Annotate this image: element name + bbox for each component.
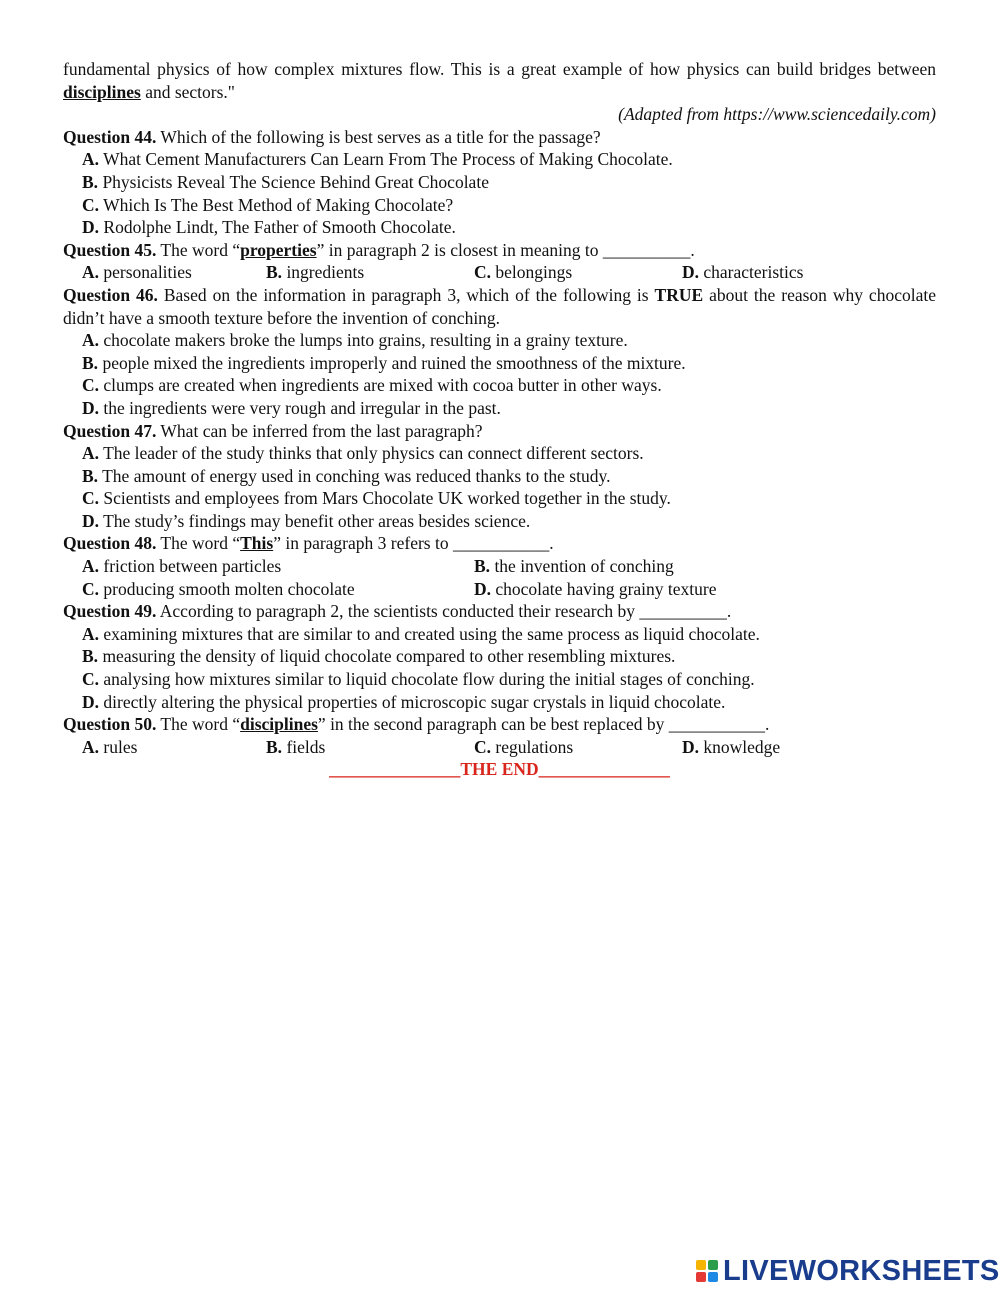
option-text: measuring the density of liquid chocolate compared to other resembling mixtures. — [98, 646, 676, 667]
option-letter: C. — [474, 736, 492, 757]
option-text: friction between particles — [99, 556, 282, 577]
option-letter: D. — [82, 510, 100, 531]
option-49-a[interactable] — [82, 623, 936, 646]
option-letter: B. — [82, 646, 99, 667]
question-text: Which of the following is best serves as a title for the passage? — [156, 126, 601, 147]
logo-square-4 — [708, 1272, 718, 1282]
option-49-d[interactable] — [82, 691, 936, 714]
option-letter: A. — [82, 736, 100, 757]
question-text-after: ” in paragraph 3 refers to ___________. — [273, 533, 554, 554]
option-text: examining mixtures that are similar to and created using the same process as liquid chocolate. — [99, 623, 760, 644]
question-label: Question 46. — [63, 284, 158, 305]
option-letter: C. — [82, 488, 100, 509]
option-text: The study’s findings may benefit other areas besides science. — [99, 510, 531, 531]
option-44-a[interactable] — [82, 148, 936, 171]
option-letter: A. — [82, 262, 100, 283]
question-text-after: about the reason why chocolate didn’t have a smooth texture before the invention of conching. — [63, 284, 936, 328]
option-letter: C. — [82, 194, 100, 215]
question-47 — [63, 420, 936, 443]
logo-square-3 — [696, 1272, 706, 1282]
option-text: Which Is The Best Method of Making Chocolate? — [99, 194, 454, 215]
option-letter: A. — [82, 556, 100, 577]
option-letter: B. — [266, 736, 283, 757]
passage-keyword: disciplines — [63, 81, 141, 102]
option-text: belongings — [491, 262, 573, 283]
worksheet-page — [63, 58, 936, 781]
question-keyword: disciplines — [240, 714, 318, 735]
option-text: Physicists Reveal The Science Behind Great Chocolate — [98, 171, 489, 192]
option-text: people mixed the ingredients improperly and ruined the smoothness of the mixture. — [98, 352, 686, 373]
option-letter: D. — [82, 691, 100, 712]
options-48 — [82, 555, 936, 600]
option-48-b[interactable] — [474, 555, 874, 578]
question-text-after: ” in the second paragraph can be best replaced by ___________. — [317, 714, 770, 735]
option-letter: D. — [474, 578, 492, 599]
logo-square-2 — [708, 1260, 718, 1270]
options-50 — [82, 736, 936, 759]
option-letter: A. — [82, 623, 100, 644]
option-text: Scientists and employees from Mars Chocolate UK worked together in the study. — [99, 488, 671, 509]
option-text: Rodolphe Lindt, The Father of Smooth Chocolate. — [99, 217, 456, 238]
question-44 — [63, 126, 936, 149]
option-text: personalities — [99, 262, 192, 283]
option-47-b[interactable] — [82, 465, 936, 488]
option-letter: B. — [266, 262, 283, 283]
option-letter: A. — [82, 443, 100, 464]
question-49 — [63, 600, 936, 623]
option-letter: B. — [474, 556, 491, 577]
option-text: directly altering the physical properties of microscopic sugar crystals in liquid chocolate. — [99, 691, 726, 712]
question-label: Question 45. — [63, 239, 157, 260]
option-letter: C. — [82, 578, 100, 599]
option-47-a[interactable] — [82, 442, 936, 465]
option-50-d[interactable] — [682, 736, 882, 759]
option-letter: D. — [82, 397, 100, 418]
option-48-c[interactable] — [82, 578, 474, 601]
option-text: regulations — [491, 736, 574, 757]
option-text: knowledge — [699, 736, 781, 757]
option-letter: B. — [82, 171, 99, 192]
logo-squares-icon — [696, 1260, 718, 1282]
passage-text: fundamental physics of how complex mixtures flow. This is a great example of how physics can build bridges between — [63, 59, 936, 79]
question-label: Question 49. — [63, 601, 157, 622]
question-text-after: ” in paragraph 2 is closest in meaning to __________. — [316, 239, 695, 260]
question-text: The word “ — [156, 239, 241, 260]
option-45-d[interactable] — [682, 261, 882, 284]
option-letter: B. — [82, 352, 99, 373]
question-label: Question 48. — [63, 533, 157, 554]
question-keyword: properties — [240, 239, 317, 260]
logo-text: LIVEWORKSHEETS — [723, 1254, 1000, 1287]
option-44-b[interactable] — [82, 171, 936, 194]
logo-square-1 — [696, 1260, 706, 1270]
option-text: analysing how mixtures similar to liquid chocolate flow during the initial stages of conching. — [99, 669, 755, 690]
option-48-d[interactable] — [474, 578, 874, 601]
question-label: Question 47. — [63, 420, 157, 441]
question-keyword: TRUE — [654, 284, 704, 305]
options-45 — [82, 261, 936, 284]
option-text: characteristics — [699, 262, 804, 283]
option-48-a[interactable] — [82, 555, 474, 578]
question-text: The word “ — [156, 714, 241, 735]
option-text: chocolate having grainy texture — [491, 578, 717, 599]
question-label: Question 50. — [63, 714, 157, 735]
source-citation: (Adapted from https://www.sciencedaily.com) — [618, 104, 936, 125]
option-letter: C. — [474, 262, 492, 283]
option-text: chocolate makers broke the lumps into grains, resulting in a grainy texture. — [99, 330, 628, 351]
option-47-d[interactable] — [82, 510, 936, 533]
option-text: the invention of conching — [490, 556, 674, 577]
question-label: Question 44. — [63, 126, 157, 147]
option-49-c[interactable] — [82, 668, 936, 691]
option-letter: A. — [82, 330, 100, 351]
option-44-d[interactable] — [82, 216, 936, 239]
option-46-c[interactable] — [82, 374, 936, 397]
option-text: clumps are created when ingredients are mixed with cocoa butter in other ways. — [99, 375, 662, 396]
option-text: rules — [99, 736, 138, 757]
option-50-a[interactable] — [82, 736, 266, 759]
option-50-b[interactable] — [266, 736, 474, 759]
option-letter: D. — [82, 217, 100, 238]
question-46 — [63, 284, 936, 329]
option-letter: C. — [82, 669, 100, 690]
option-text: the ingredients were very rough and irregular in the past. — [99, 397, 501, 418]
option-text: The amount of energy used in conching was reduced thanks to the study. — [98, 465, 611, 486]
option-letter: D. — [682, 736, 700, 757]
option-46-b[interactable] — [82, 352, 936, 375]
the-end-line: _______________THE END_______________ — [329, 759, 670, 780]
option-45-a[interactable] — [82, 261, 266, 284]
option-47-c[interactable] — [82, 487, 936, 510]
option-46-a[interactable] — [82, 329, 936, 352]
question-keyword: This — [240, 533, 274, 554]
question-50 — [63, 713, 936, 736]
question-48 — [63, 532, 936, 555]
option-text: producing smooth molten chocolate — [99, 578, 355, 599]
passage-end — [63, 58, 936, 103]
question-45 — [63, 239, 936, 262]
option-text: ingredients — [282, 262, 365, 283]
question-text: What can be inferred from the last paragraph? — [156, 420, 483, 441]
option-46-d[interactable] — [82, 397, 936, 420]
option-letter: C. — [82, 375, 100, 396]
option-text: What Cement Manufacturers Can Learn From The Process of Making Chocolate. — [99, 149, 673, 170]
option-text: The leader of the study thinks that only physics can connect different sectors. — [99, 443, 644, 464]
passage-text-end: and sectors." — [140, 81, 235, 102]
option-49-b[interactable] — [82, 645, 936, 668]
option-letter: A. — [82, 149, 100, 170]
question-text: Based on the information in paragraph 3, which of the following is — [157, 284, 655, 305]
question-text: According to paragraph 2, the scientists conducted their research by __________. — [156, 601, 732, 622]
option-45-c[interactable] — [474, 261, 682, 284]
question-text: The word “ — [156, 533, 241, 554]
option-45-b[interactable] — [266, 261, 474, 284]
option-text: fields — [282, 736, 326, 757]
option-letter: B. — [82, 465, 99, 486]
option-letter: D. — [682, 262, 700, 283]
option-44-c[interactable] — [82, 194, 936, 217]
liveworksheets-logo — [696, 1253, 1000, 1289]
option-50-c[interactable] — [474, 736, 682, 759]
